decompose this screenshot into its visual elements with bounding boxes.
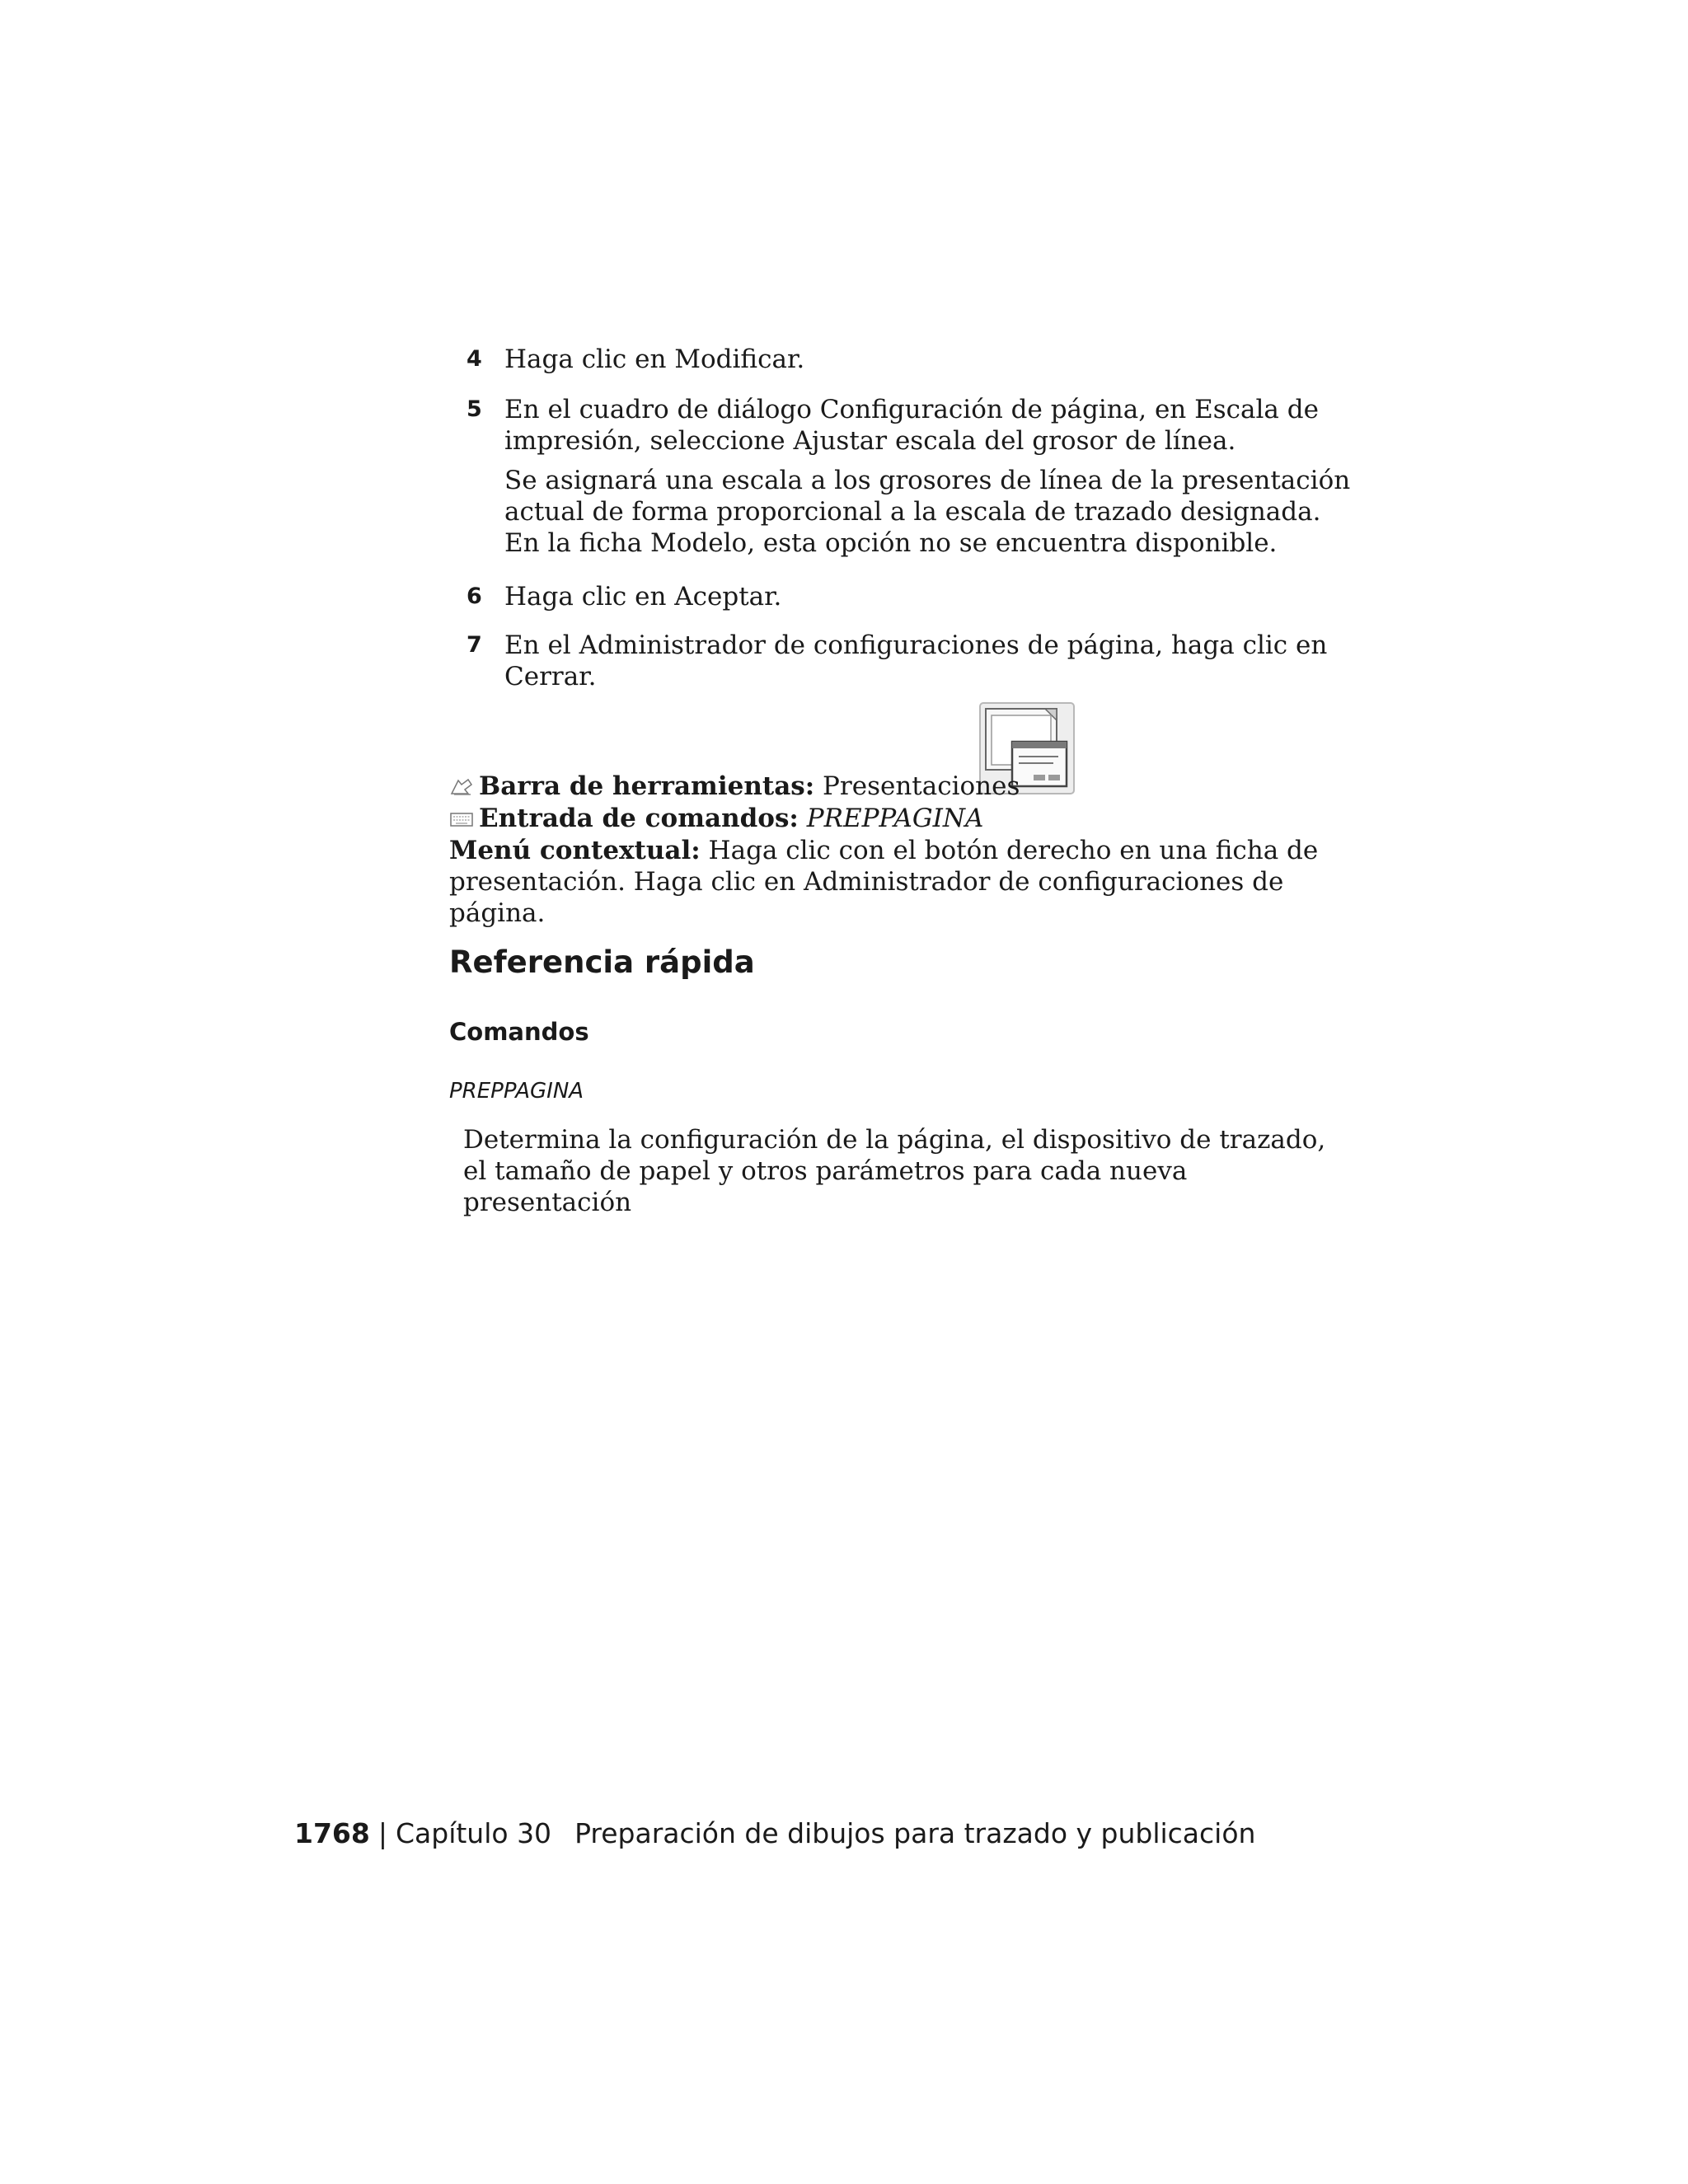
- step-text: Haga clic en Modificar.: [504, 344, 805, 374]
- context-menu-access: [449, 835, 1364, 929]
- command-name: PREPPAGINA: [449, 1079, 584, 1104]
- footer-separator: |: [377, 1817, 387, 1849]
- step-text: Haga clic en Aceptar.: [504, 582, 782, 612]
- step-number: 7: [467, 632, 482, 658]
- command-description: Determina la configuración de la página, el dispositivo de trazado, el tamaño de papel y otros parámetros para cada nueva presentación: [463, 1125, 1326, 1217]
- chapter-label: Capítulo 30: [395, 1817, 552, 1849]
- page-footer: [294, 1817, 1255, 1849]
- command-access: [449, 803, 1364, 834]
- step-text: En el cuadro de diálogo Configuración de página, en Escala de impresión, seleccione Ajustar escala del grosor de línea.: [504, 395, 1319, 456]
- toolbar-value: Presentaciones: [823, 771, 1020, 801]
- step-5-note: Se asignará una escala a los grosores de línea de la presentación actual de forma proporcional a la escala de trazado designada. En la ficha Modelo, esta opción no se encuentra disponible.: [504, 466, 1351, 558]
- command-label: Entrada de comandos:: [479, 804, 799, 833]
- quick-reference-heading: Referencia rápida: [449, 944, 755, 980]
- context-value: Haga clic con el botón derecho en una ficha de presentación. Haga clic en Administrador de configuraciones de página.: [449, 836, 1319, 928]
- step-number: 6: [467, 583, 482, 609]
- toolbar-icon: [449, 772, 474, 790]
- step-text: En el Administrador de configuraciones de página, haga clic en Cerrar.: [504, 630, 1328, 691]
- chapter-title: Preparación de dibujos para trazado y publicación: [574, 1817, 1256, 1849]
- command-value: PREPPAGINA: [806, 804, 984, 833]
- step-number: 5: [467, 396, 482, 422]
- commands-subheading: Comandos: [449, 1018, 589, 1046]
- keyboard-icon: [449, 804, 474, 823]
- toolbar-label: Barra de herramientas:: [479, 771, 815, 801]
- context-label: Menú contextual:: [449, 836, 701, 865]
- toolbar-access: [449, 771, 1364, 802]
- page-number: 1768: [294, 1817, 370, 1849]
- step-number: 4: [467, 346, 482, 372]
